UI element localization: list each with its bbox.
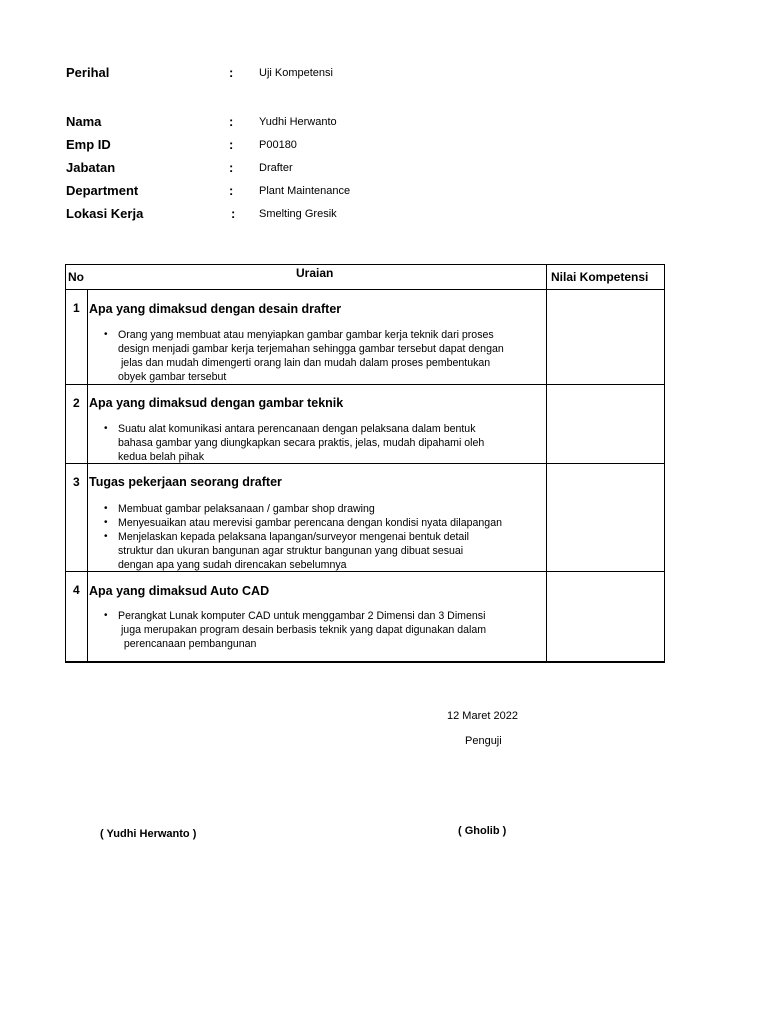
answer-line: jelas dan mudah dimengerti orang lain dan mudah dalam proses pembentukan: [118, 357, 491, 369]
row-number: 3: [73, 475, 80, 489]
answer-line: Menjelaskan kepada pelaksana lapangan/surveyor mengenai bentuk detail: [118, 531, 470, 543]
question-text: Apa yang dimaksud dengan gambar teknik: [89, 396, 344, 410]
row-divider: [66, 289, 664, 290]
bullet: •: [104, 329, 108, 340]
row-divider: [66, 384, 664, 385]
nama-label: Nama: [66, 114, 102, 129]
question-text: Tugas pekerjaan seorang drafter: [89, 475, 282, 489]
department-label: Department: [66, 183, 139, 198]
table-bottom-border: [65, 661, 665, 663]
answer-line: kedua belah pihak: [118, 451, 204, 463]
bullet: •: [104, 610, 108, 621]
bullet: •: [104, 503, 108, 514]
answer-line: Membuat gambar pelaksanaan / gambar shop drawing: [118, 503, 375, 515]
bullet: •: [104, 517, 108, 528]
lokasi-colon: :: [231, 206, 236, 221]
perihal-colon: :: [229, 65, 234, 80]
department-colon: :: [229, 183, 234, 198]
answer-line: bahasa gambar yang diungkapkan secara praktis, jelas, mudah dipahami oleh: [118, 437, 485, 449]
emp-id-colon: :: [229, 137, 234, 152]
lokasi-value: Smelting Gresik: [259, 208, 337, 220]
department-value: Plant Maintenance: [259, 185, 351, 197]
emp-id-label: Emp ID: [66, 137, 111, 152]
col-header-uraian: Uraian: [296, 266, 334, 280]
signature-right-name: ( Gholib ): [458, 825, 507, 837]
col-header-nilai: Nilai Kompetensi: [551, 270, 649, 284]
row-number: 4: [73, 583, 80, 597]
answer-line: juga merupakan program desain berbasis teknik yang dapat digunakan dalam: [118, 624, 487, 636]
row-number: 1: [73, 301, 80, 315]
penguji-label: Penguji: [465, 735, 502, 747]
answer-line: dengan apa yang sudah direncakan sebelumnya: [118, 559, 347, 571]
nama-colon: :: [229, 114, 234, 129]
emp-id-value: P00180: [259, 139, 297, 151]
perihal-label: Perihal: [66, 65, 110, 80]
document-date: 12 Maret 2022: [447, 710, 518, 722]
col-divider-no: [87, 289, 88, 661]
perihal-value: Uji Kompetensi: [259, 67, 333, 79]
answer-line: Perangkat Lunak komputer CAD untuk menggambar 2 Dimensi dan 3 Dimensi: [118, 610, 486, 622]
answer-line: struktur dan ukuran bangunan agar struktur bangunan yang dibuat sesuai: [118, 545, 464, 557]
question-text: Apa yang dimaksud dengan desain drafter: [89, 302, 342, 316]
answer-line: obyek gambar tersebut: [118, 371, 227, 383]
answer-line: Menyesuaikan atau merevisi gambar perencana dengan kondisi nyata dilapangan: [118, 517, 502, 529]
answer-line: Suatu alat komunikasi antara perencanaan dengan pelaksana dalam bentuk: [118, 423, 476, 435]
answer-line: perencanaan pembangunan: [118, 638, 257, 650]
question-text: Apa yang dimaksud Auto CAD: [89, 584, 270, 598]
jabatan-colon: :: [229, 160, 234, 175]
competency-table: [65, 264, 665, 662]
col-header-no: No: [68, 270, 84, 284]
nama-value: Yudhi Herwanto: [259, 116, 337, 128]
row-number: 2: [73, 396, 80, 410]
answer-line: Orang yang membuat atau menyiapkan gambar gambar kerja teknik dari proses: [118, 329, 494, 341]
bullet: •: [104, 531, 108, 542]
lokasi-label: Lokasi Kerja: [66, 206, 144, 221]
jabatan-value: Drafter: [259, 162, 293, 174]
signature-left-name: ( Yudhi Herwanto ): [100, 828, 197, 840]
jabatan-label: Jabatan: [66, 160, 116, 175]
answer-line: design menjadi gambar kerja terjemahan sehingga gambar tersebut dapat dengan: [118, 343, 504, 355]
bullet: •: [104, 423, 108, 434]
